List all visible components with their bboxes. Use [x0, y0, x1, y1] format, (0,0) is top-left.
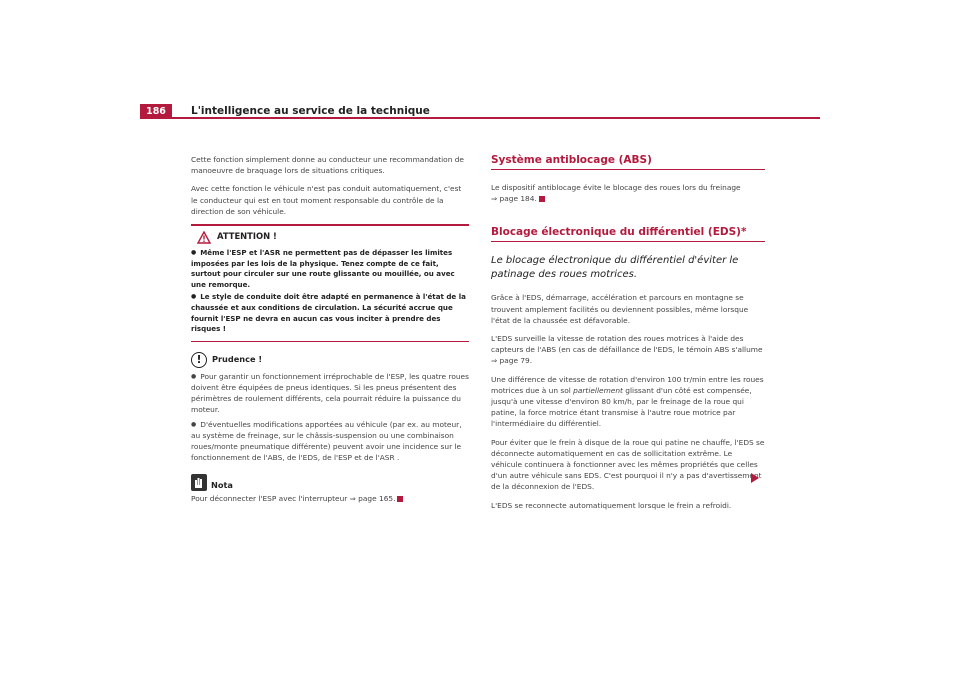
header-rule — [140, 117, 820, 119]
note-title — [191, 471, 469, 491]
intro-paragraph-1: Cette fonction simplement donne au conducteur une recommandation de manoeuvre de braquage lors de situations critiques. — [191, 155, 464, 176]
warning-item: ● Même l'ESP et l'ASR ne permettent pas de dépasser les limites imposées par les lois de la physique. Tenez compte de ce fait, surtout pour circuler sur une route glissante ou mouillée, ou avec une remorque. — [191, 248, 469, 290]
continue-arrow-icon — [751, 473, 759, 483]
note-hand-icon — [191, 474, 207, 491]
eds-paragraph-3-part-b: glissant d'un côté est compensée, jusqu'à une vitesse d'environ 80 km/h, par le freinage de la roue qui patine, la force motrice étant transmise à l'autre roue motrice par l'intermédiaire du différentiel. — [491, 385, 752, 429]
note-paragraph — [191, 493, 469, 504]
intro-paragraph-2: Avec cette fonction le véhicule n'est pas conduit automatiquement, c'est le conducteur qui est en tout moment responsable du contrôle de la direction de son véhicule. — [191, 184, 462, 216]
abs-page-link[interactable]: ⇒ page 184. — [491, 194, 537, 204]
caution-title — [191, 350, 469, 370]
page-number: 186 — [146, 106, 166, 117]
right-column — [491, 154, 765, 518]
page-title: L'intelligence au service de la technique — [191, 105, 430, 117]
eds-paragraph-3-part-a: Une différence de vitesse de rotation d'environ 100 tr/min entre les roues motrices due à un sol — [491, 374, 764, 395]
warning-item: ● Le style de conduite doit être adapté en permanence à l'état de la chaussée et aux conditions de circulation. La sécurité accrue que fournit l'ESP ne devra en aucun cas vous inciter à prendre des risques ! — [191, 292, 469, 334]
warning-title-text: ATTENTION ! — [217, 231, 277, 242]
abs-text-line1: Le dispositif antiblocage évite le blocage des roues lors du freinage — [491, 183, 741, 192]
note-title-text: Nota — [211, 480, 233, 491]
eds-subheading: Le blocage électronique du différentiel d'éviter le patinage des roues motrices. — [491, 255, 739, 281]
eds-paragraph-3-emphasis: partiellement — [573, 385, 623, 395]
eds-paragraph-1: Grâce à l'EDS, démarrage, accélération et parcours en montagne se trouvent amplement facilités ou deviennent possibles, même lorsque l'état de la chaussée est défavorable. — [491, 293, 749, 325]
note-text: Pour déconnecter l'ESP avec l'interrupteur ⇒ page 165. — [191, 494, 396, 504]
eds-paragraph-4: Pour éviter que le frein à disque de la roue qui patine ne chauffe, l'EDS se déconnecte automatiquement en cas de sollicitation extrême. Le véhicule continuera à fonctionner avec les mêmes propriétés que celles d'un autre véhicule sans EDS. C'est pourquoi il n'y a pas d'avertissement de la déconnexion de l'EDS. — [491, 437, 765, 492]
warning-title — [197, 228, 469, 246]
abs-text — [491, 182, 765, 204]
abs-heading: Système antiblocage (ABS) — [491, 154, 765, 170]
warning-triangle-icon — [197, 231, 211, 244]
exclamation-circle-icon: ! — [191, 352, 207, 368]
caution-title-text: Prudence ! — [212, 354, 263, 365]
eds-paragraph-2: L'EDS surveille la vitesse de rotation des roues motrices à l'aide des capteurs de l'ABS (en cas de défaillance de l'EDS, le témoin ABS s'allume ⇒ page 79. — [491, 334, 763, 366]
caution-item: ● Pour garantir un fonctionnement irréprochable de l'ESP, les quatre roues doivent être équipées de pneus identiques. Si les pneus présentent des périmètres de roulement différents, cela pourrait réduire la puissance du moteur. — [191, 371, 469, 416]
caution-item: ● D'éventuelles modifications apportées au véhicule (par ex. au moteur, au système de freinage, sur le châssis-suspension ou une combinaison roues/monte pneumatique différente) peuvent avoir une incidence sur le fonctionnement de l'ABS, de l'EDS, de l'ESP et de l'ASR . — [191, 419, 469, 464]
eds-paragraph-5: L'EDS se reconnecte automatiquement lorsque le frein a refroidi. — [491, 500, 732, 510]
eds-heading: Blocage électronique du différentiel (EDS)* — [491, 226, 765, 242]
warning-box — [191, 224, 469, 342]
left-column — [191, 154, 469, 512]
end-of-section-icon — [397, 496, 403, 502]
end-of-section-icon — [539, 196, 545, 202]
eds-paragraph-3 — [491, 374, 765, 430]
